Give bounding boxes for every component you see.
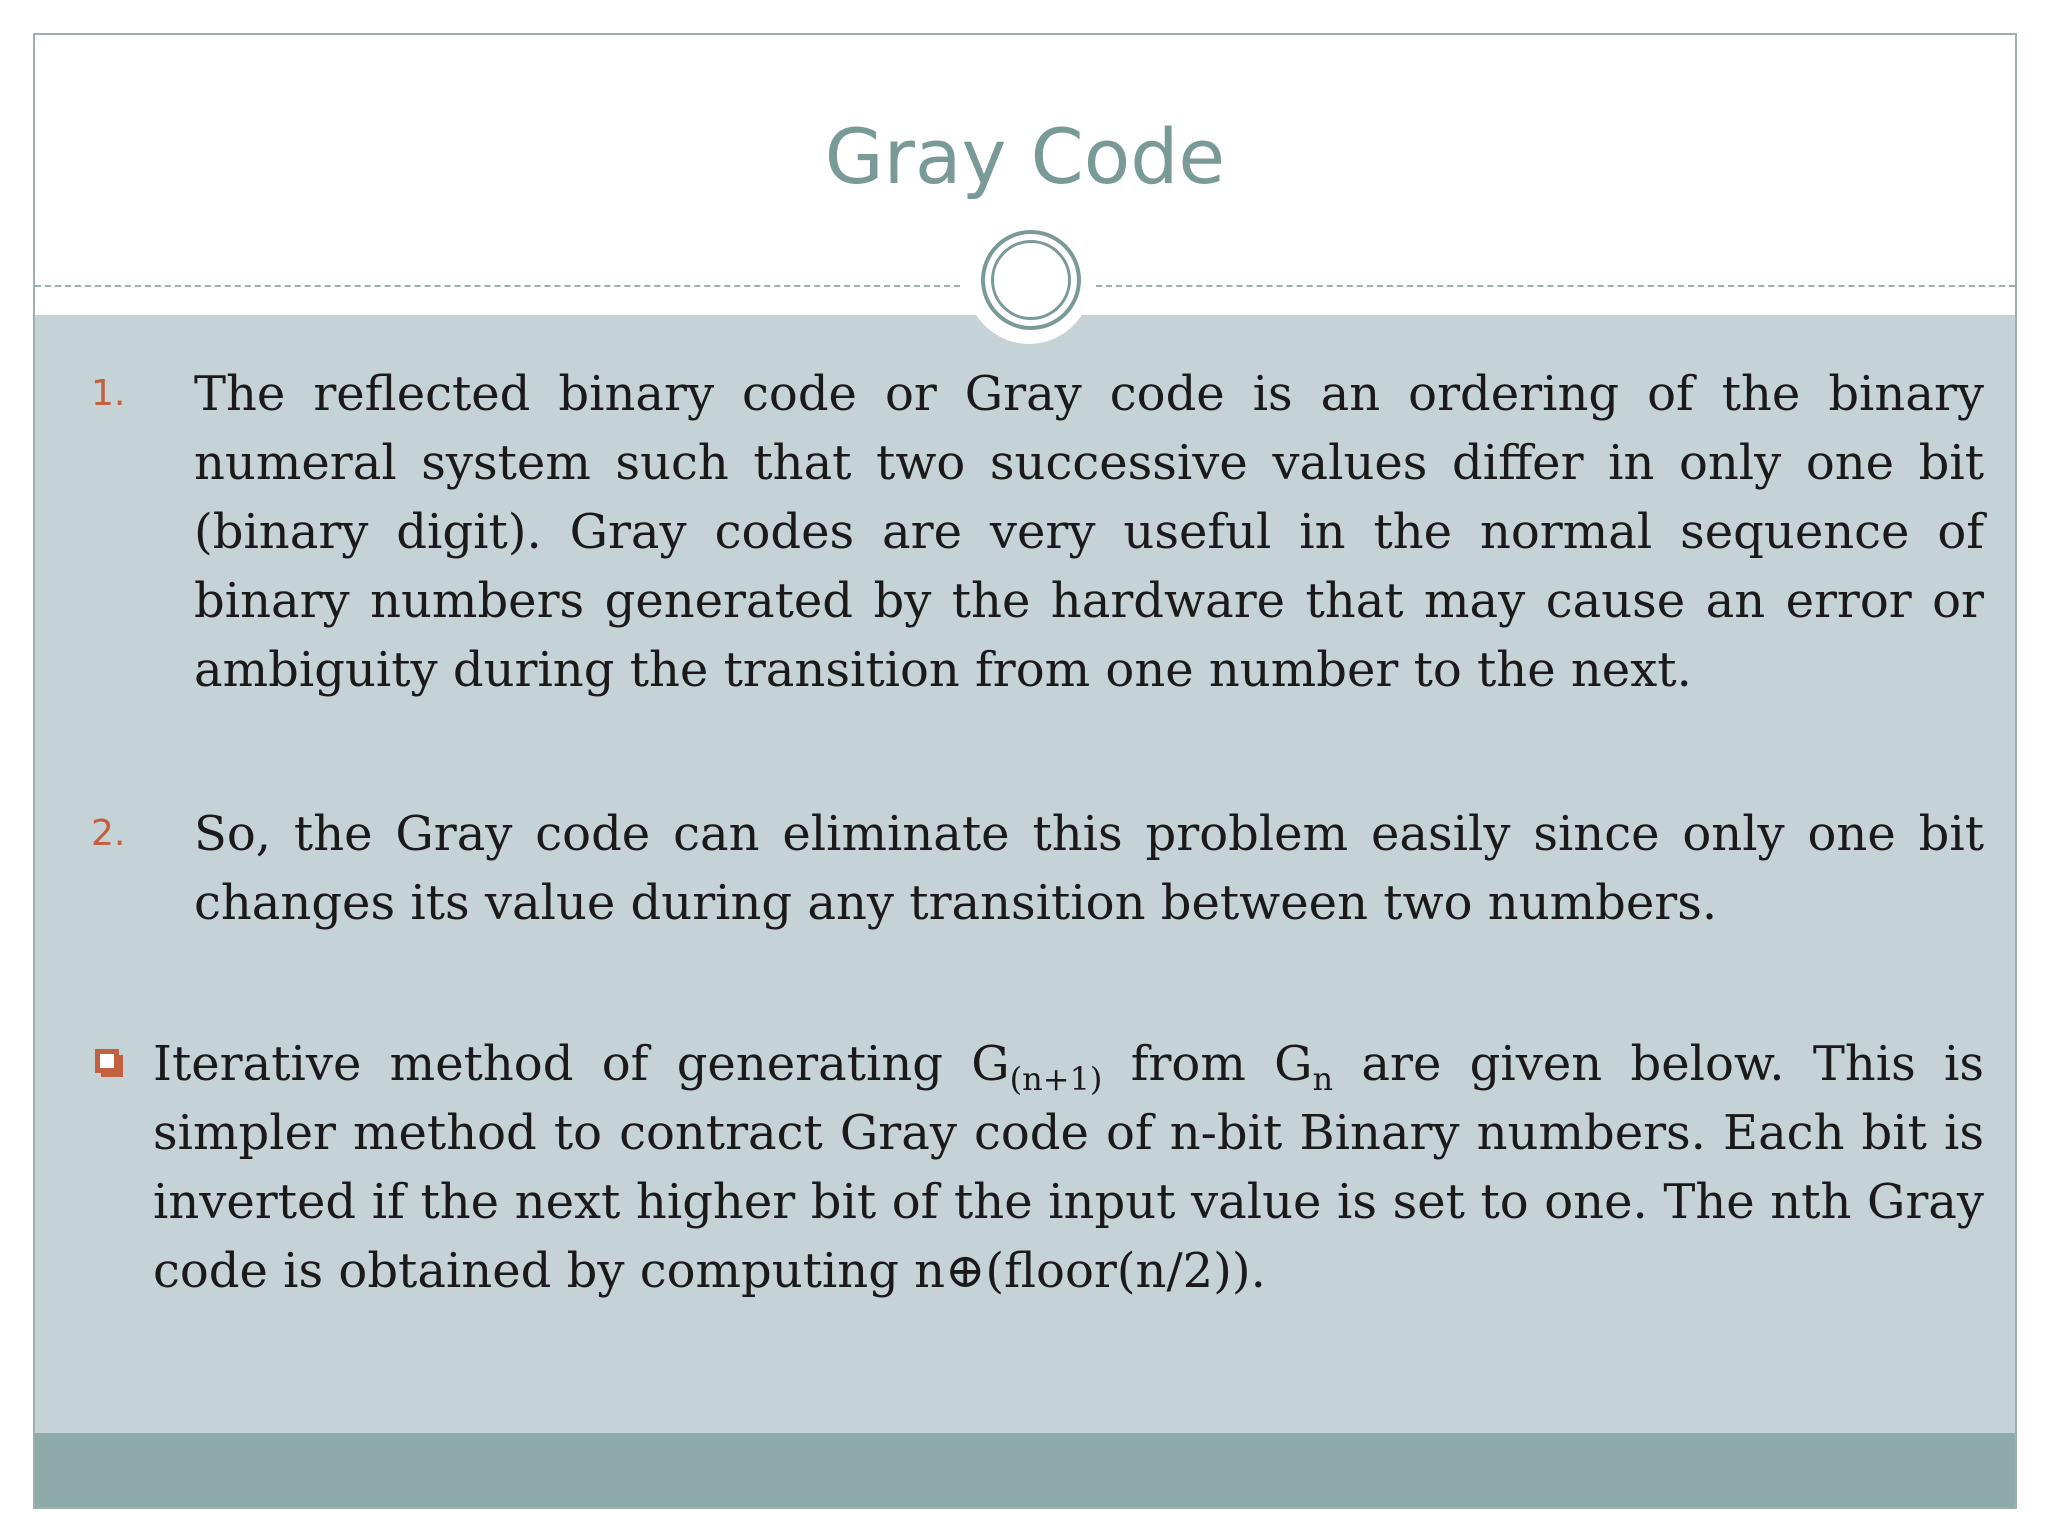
item-number-1: 1. xyxy=(91,373,126,414)
divider-line-left xyxy=(35,285,960,287)
bullet-intro: Iterative method of generating G xyxy=(153,1036,1010,1092)
bullet-text xyxy=(153,1030,1984,1306)
footer-band xyxy=(35,1433,2015,1507)
subscript-n: n xyxy=(1312,1060,1334,1098)
bullet-mid: from G xyxy=(1102,1036,1313,1092)
subscript-n-plus-1: (n+1) xyxy=(1009,1060,1103,1098)
item-text-2: So, the Gray code can eliminate this problem easily since only one bit changes its value during any transition between two numbers. xyxy=(194,806,1984,931)
slide-title: Gray Code xyxy=(824,112,1226,201)
slide xyxy=(33,33,2017,1509)
item-text-1: The reflected binary code or Gray code is an ordering of the binary numeral system such that two successive values differ in only one bit (binary digit). Gray codes are very useful in the normal sequence of binary numbers generated by the hardware that may cause an error or ambiguity during the transition from one number to the next. xyxy=(194,366,1984,698)
checkbox-square-icon xyxy=(95,1049,119,1073)
bullet-rest: are given below. This is simpler method to contract Gray code of n-bit Binary numbers. Each bit is inverted if the next higher bit of the input value is set to one. The nth Gray code is obtained by computing n⊕(floor(n/2)). xyxy=(153,1036,1985,1299)
item-number-2: 2. xyxy=(91,813,126,854)
circle-ornament-inner xyxy=(991,240,1071,320)
divider-line-right xyxy=(1096,285,2015,287)
